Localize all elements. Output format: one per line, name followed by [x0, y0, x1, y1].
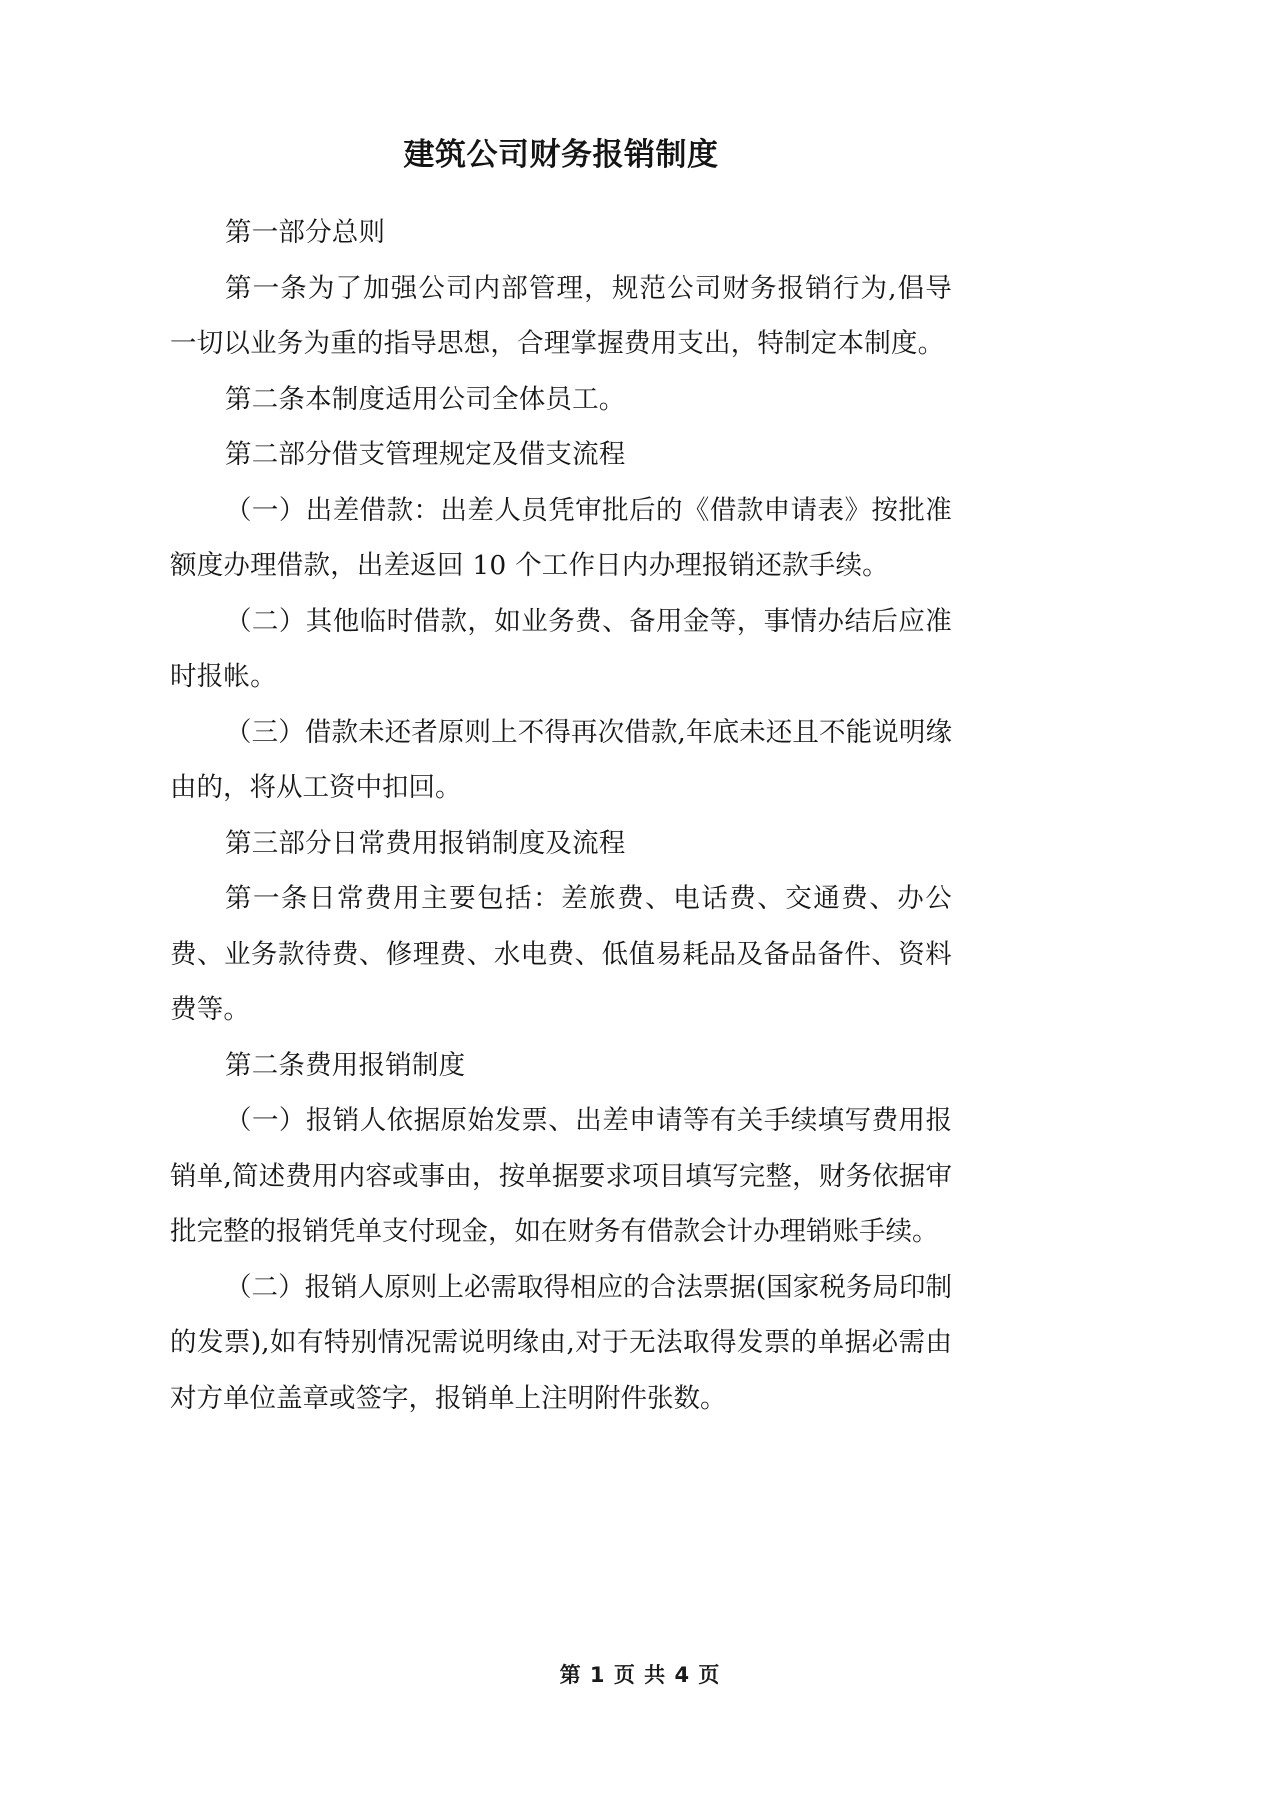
- paragraph-section-2-heading: 第二部分借支管理规定及借支流程: [225, 439, 626, 470]
- paragraph-item-2-temporary-loan: （二）其他临时借款，如业务费、备用金等，事情办结后应准时报帐。: [170, 605, 952, 692]
- page-title: 建筑公司财务报销制度: [403, 137, 719, 173]
- paragraph-article-1-expense-types: 第一条日常费用主要包括：差旅费、电话费、交通费、办公费、业务款待费、修理费、水电费、低值易耗品及备品备件、资料费等。: [170, 883, 952, 1025]
- paragraph-item-1-travel-loan: （一）出差借款：出差人员凭审批后的《借款申请表》按批准额度办理借款，出差返回 10 个工作日内办理报销还款手续。: [170, 494, 952, 581]
- paragraph-section-1-heading: 第一部分总则: [225, 217, 386, 248]
- paragraph-section-3-heading: 第三部分日常费用报销制度及流程: [225, 827, 626, 859]
- paragraph-item-3-unpaid-loan: （三）借款未还者原则上不得再次借款,年底未还且不能说明缘由的，将从工资中扣回。: [170, 716, 952, 803]
- paragraph-article-1: 第一条为了加强公司内部管理，规范公司财务报销行为,倡导一切以业务为重的指导思想，合理掌握费用支出，特制定本制度。: [170, 272, 952, 359]
- paragraph-article-2: 第二条本制度适用公司全体员工。: [225, 383, 626, 415]
- document-body: [170, 0, 952, 1426]
- paragraph-item-1-reimbursement-form: （一）报销人依据原始发票、出差申请等有关手续填写费用报销单,简述费用内容或事由，按单据要求项目填写完整，财务依据审批完整的报销凭单支付现金，如在财务有借款会计办理销账手续。: [170, 1105, 952, 1247]
- paragraph-item-2-legal-invoice: （二）报销人原则上必需取得相应的合法票据(国家税务局印制的发票),如有特别情况需说明缘由,对于无法取得发票的单据必需由对方单位盖章或签字，报销单上注明附件张数。: [170, 1271, 952, 1414]
- page-footer: 第 1 页 共 4 页: [559, 1663, 721, 1687]
- paragraph-article-2-heading: 第二条费用报销制度: [225, 1049, 466, 1081]
- document-paragraphs: [170, 205, 952, 1426]
